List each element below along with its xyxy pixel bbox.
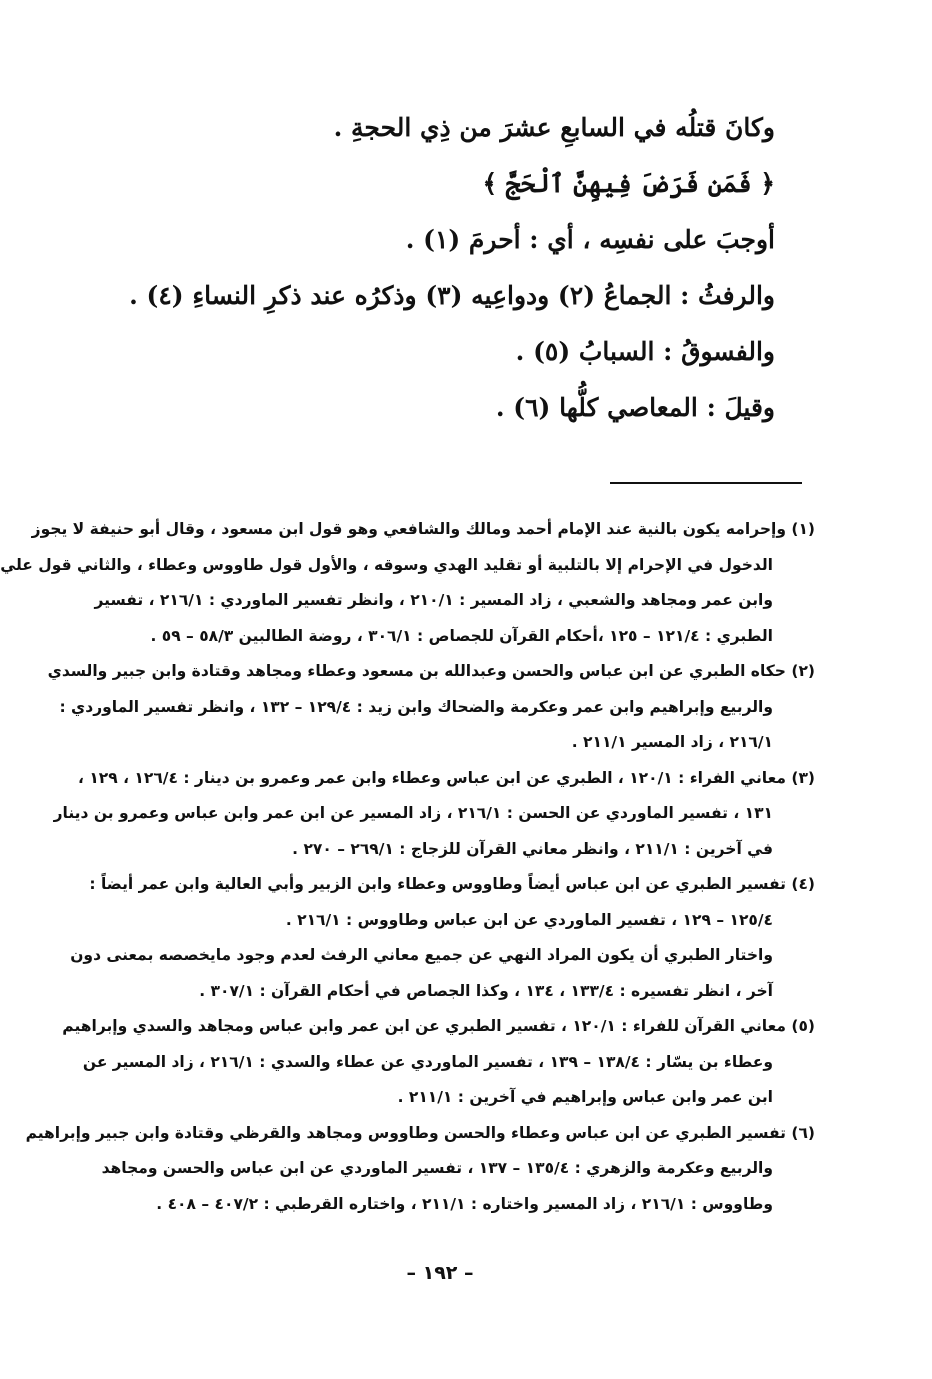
footnote-line: ابن عمر وابن عباس وإبراهيم في آخرين : ٢١١/١ . [397,1088,773,1106]
footnote-line: (٦) تفسير الطبري عن ابن عباس وعطاء والحسن وطاووس ومجاهد والقرظي وقتادة وابن جبير وإبراهيم [25,1123,815,1142]
main-line-4: والرفثُ : الجماعُ (٢) ودواعِيه (٣) وذكرُه عند ذكرِ النساءِ (٤) . [129,281,775,310]
footnote-line: ١٢٥/٤ – ١٢٩ ، تفسير الماوردي عن ابن عباس وطاووس : ٢١٦/١ . [285,910,773,929]
main-line-1: وكانَ قتلُه في السابعِ عشرَ من ذِي الحجةِ . [333,113,775,142]
footnote-separator [610,482,802,484]
footnote-line: واختار الطبري أن يكون المراد النهي عن جميع معاني الرفث لعدم وجود مايخصصه بمعنى دون [70,946,773,964]
footnote-line: ٢١٦/١ ، زاد المسير ٢١١/١ . [571,733,773,751]
footnote-line: ١٣١ ، تفسير الماوردي عن الحسن : ٢١٦/١ ، زاد المسير عن ابن عمر وابن عباس وعمرو بن دينار [53,804,773,822]
footnote-line: (٥) معاني القرآن للفراء : ١٢٠/١ ، تفسير الطبري عن ابن عمر وابن عباس ومجاهد والسدي وإبراهيم [62,1017,815,1035]
footnote-3 [53,761,815,868]
quran-verse: ﴿ فَمَن فَرَضَ فِيهِنَّ ٱلْحَجَّ ﴾ [482,169,775,198]
footnote-line: وعطاء بن يسّار : ١٣٨/٤ – ١٣٩ ، تفسير الماوردي عن عطاء والسدي : ٢١٦/١ ، زاد المسير عن [82,1052,773,1071]
footnote-2 [47,654,815,761]
footnote-line: (٢) حكاه الطبري عن ابن عباس والحسن وعبدالله بن مسعود وعطاء ومجاهد وقتادة وابن جبير والسدي [47,662,815,680]
footnote-line: وطاووس : ٢١٦/١ ، زاد المسير واختاره : ٢١١/١ ، واختاره القرطبي : ٤٠٧/٢ – ٤٠٨ . [156,1194,773,1213]
footnote-line: والربيع وإبراهيم وابن عمر وعكرمة والضحاك وابن زيد : ١٢٩/٤ – ١٣٢ ، وانظر تفسير الماوردي : [59,697,773,716]
footnote-line: (٤) تفسير الطبري عن ابن عباس أيضاً وطاووس وعطاء وابن الزبير وأبي العالية وابن عمر أيضاً : [89,875,815,893]
footnote-6 [25,1116,815,1223]
footnote-line: (٣) معاني الفراء : ١٢٠/١ ، الطبري عن ابن عباس وعطاء وابن عمر وعمرو بن دينار : ١٢٦/٤ ، ١٢٩ ، [78,768,815,787]
footnote-line: (١) وإحرامه يكون بالنية عند الإمام أحمد ومالك والشافعي وهو قول ابن مسعود ، وقال أبو حنيفة لا يجوز [31,520,815,538]
footnote-line: الطبري : ١٢١/٤ – ١٢٥ ،أحكام القرآن للجصاص : ٣٠٦/١ ، روضة الطالبين ٥٨/٣ – ٥٩ . [150,626,773,645]
footnote-4 [70,867,815,1009]
main-line-5: والفسوقُ : السبابُ (٥) . [515,337,775,366]
footnote-line: الدخول في الإحرام إلا بالتلبية أو تقليد الهدي وسوقه ، والأول قول طاووس وعطاء ، والثاني قول علي [0,555,773,574]
main-line-3: أوجبَ على نفسِه ، أي : أحرمَ (١) . [405,225,775,254]
footnote-line: في آخرين : ٢١١/١ ، وانظر معاني القرآن للزجاج : ٢٦٩/١ – ٢٧٠ . [292,839,773,858]
footnote-line: آخر ، انظر تفسيره : ١٣٣/٤ ، ١٣٤ ، وكذا الجصاص في أحكام القرآن : ٣٠٧/١ . [199,981,773,1000]
main-line-6: وقيلَ : المعاصي كلُّها (٦) . [495,393,775,422]
page-number: – ١٩٢ – [406,1262,474,1284]
main-text [129,100,775,436]
footnotes [0,512,815,1222]
footnote-line: والربيع وعكرمة والزهري : ١٣٥/٤ – ١٣٧ ، تفسير الماوردي عن ابن عباس والحسن ومجاهد [101,1159,773,1177]
footnote-1 [0,512,815,654]
footnote-5 [62,1009,815,1116]
footnote-line: وابن عمر ومجاهد والشعبي ، زاد المسير : ٢١٠/١ ، وانظر تفسير الماوردي : ٢١٦/١ ، تفسير [94,591,773,609]
